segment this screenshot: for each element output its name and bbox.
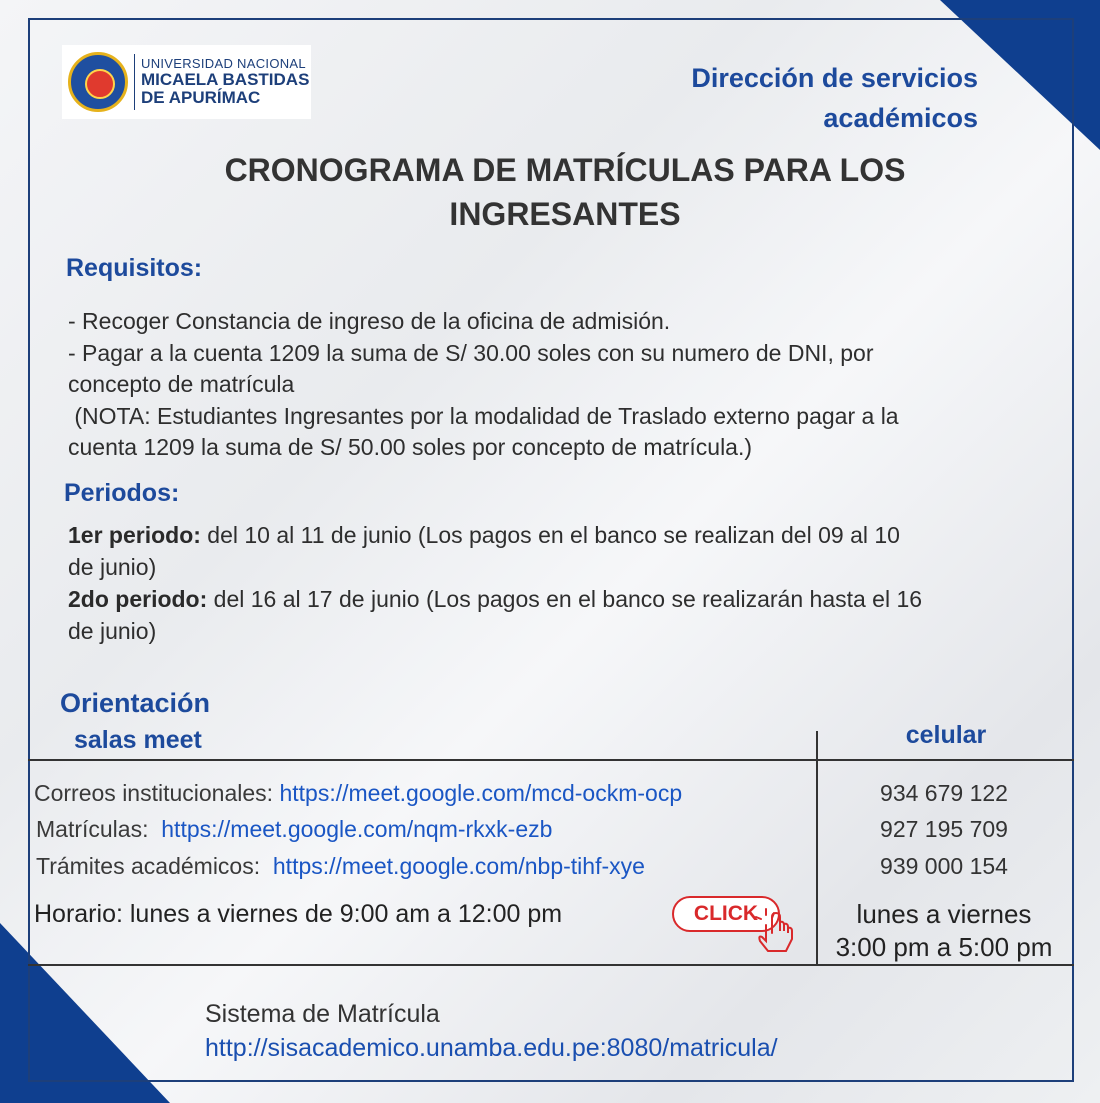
orientacion-heading: Orientación	[60, 688, 211, 718]
meet-row-tramites	[36, 853, 645, 880]
requisito-line-2: - Pagar a la cuenta 1209 la suma de S/ 30.00 soles con su numero de DNI, por	[68, 339, 874, 366]
phone-number: 934 679 122	[880, 780, 1008, 806]
salas-meet-header: salas meet	[74, 726, 202, 754]
department-line-2: académicos	[823, 103, 978, 133]
meet-row-label: Matrículas:	[36, 816, 162, 842]
periodo-2-label: 2do periodo:	[68, 586, 208, 612]
requisitos-heading: Requisitos:	[66, 254, 203, 282]
periodo-2	[68, 583, 1058, 615]
sistema-section	[205, 997, 778, 1065]
table-bottom-rule	[28, 964, 1074, 966]
table-header-rule	[28, 759, 1074, 761]
periodo-1-label: 1er periodo:	[68, 522, 201, 548]
periodo-2-cont: de junio)	[68, 618, 157, 644]
sistema-label: Sistema de Matrícula	[205, 1000, 440, 1028]
periodo-1	[68, 519, 1058, 551]
phone-number: 939 000 154	[880, 853, 1008, 879]
title-line-1: CRONOGRAMA DE MATRÍCULAS PARA LOS	[224, 152, 906, 188]
table-column-divider	[816, 731, 818, 965]
celular-header: celular	[905, 721, 987, 749]
periodo-2-text: del 16 al 17 de junio (Los pagos en el banco se realizarán hasta el 16	[207, 586, 923, 612]
periodos-list	[68, 519, 1058, 647]
meet-row-label: Correos institucionales:	[34, 780, 280, 806]
meet-schedule: Horario: lunes a viernes de 9:00 am a 12:00 pm	[34, 900, 563, 928]
requisitos-list	[68, 306, 1058, 464]
periodo-1-text: del 10 al 11 de junio (Los pagos en el banco se realizan del 09 al 10	[200, 522, 900, 548]
sistema-url-link[interactable]: http://sisacademico.unamba.edu.pe:8080/matricula/	[205, 1034, 778, 1062]
logo-text	[141, 57, 309, 106]
university-seal-icon	[68, 52, 128, 112]
periodo-1-cont: de junio)	[68, 554, 157, 580]
click-button[interactable]: CLICK	[672, 896, 780, 932]
logo-divider	[134, 54, 135, 110]
requisito-line-1: - Recoger Constancia de ingreso de la oficina de admisión.	[68, 308, 671, 334]
department-name	[558, 58, 978, 138]
meet-link[interactable]: https://meet.google.com/nqm-rkxk-ezb	[161, 816, 553, 842]
pointing-hand-icon	[752, 905, 802, 955]
phone-number: 927 195 709	[880, 816, 1008, 842]
logo-line-3: DE APURÍMAC	[141, 87, 261, 107]
requisito-note-line-1: (NOTA: Estudiantes Ingresantes por la modalidad de Traslado externo pagar a la	[68, 402, 899, 429]
meet-row-matriculas	[36, 816, 552, 843]
phone-schedule-hours: 3:00 pm a 5:00 pm	[835, 932, 1053, 962]
periodos-heading: Periodos:	[64, 479, 180, 507]
logo-line-1: UNIVERSIDAD NACIONAL	[141, 56, 306, 72]
title-line-2: INGRESANTES	[449, 196, 681, 232]
page-title	[150, 148, 980, 236]
phone-schedule-days: lunes a viernes	[856, 899, 1032, 929]
requisito-line-3: concepto de matrícula	[68, 371, 295, 397]
meet-row-label: Trámites académicos:	[36, 853, 273, 879]
meet-link[interactable]: https://meet.google.com/mcd-ockm-ocp	[279, 780, 683, 806]
meet-link[interactable]: https://meet.google.com/nbp-tihf-xye	[272, 853, 645, 879]
university-logo	[62, 45, 311, 119]
department-line-1: Dirección de servicios	[691, 63, 978, 93]
meet-row-correos	[34, 780, 682, 807]
requisito-note-line-2: cuenta 1209 la suma de S/ 50.00 soles por concepto de matrícula.)	[68, 434, 753, 460]
logo-line-2: MICAELA BASTIDAS	[141, 69, 310, 89]
